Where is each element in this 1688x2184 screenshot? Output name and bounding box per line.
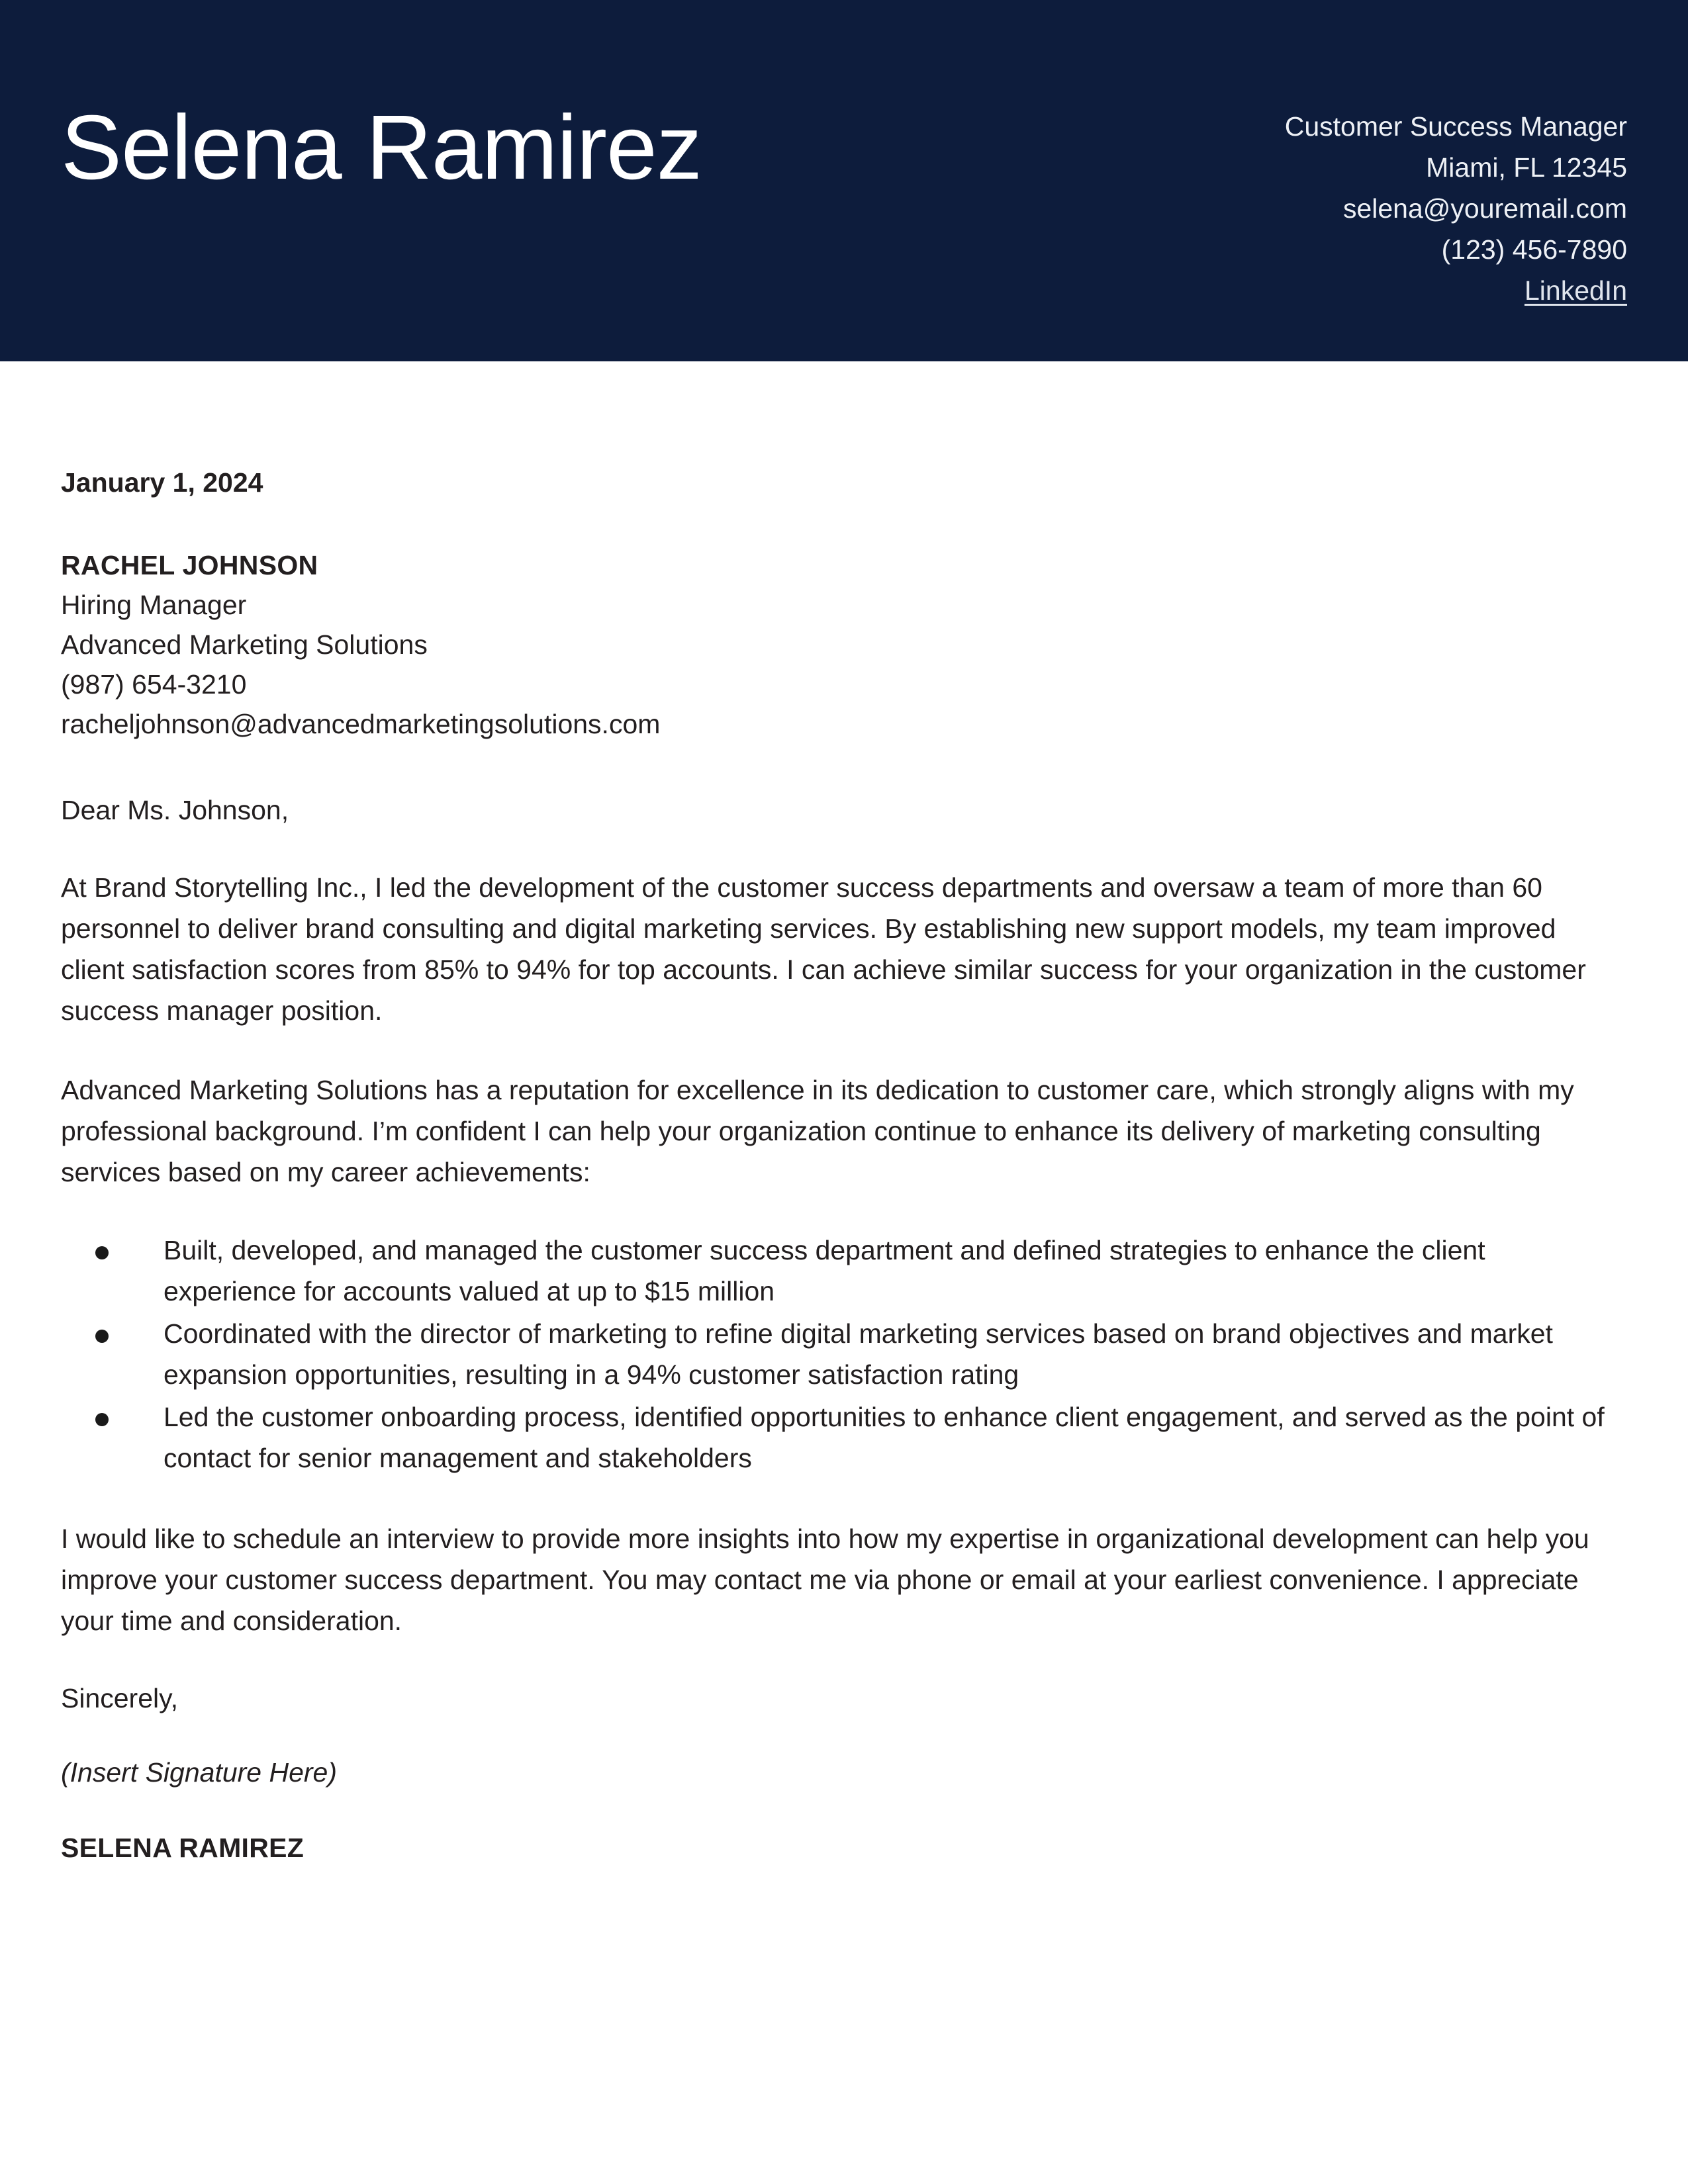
contact-phone: (123) 456-7890 xyxy=(1441,234,1627,265)
recipient-name: RACHEL JOHNSON xyxy=(61,550,318,580)
recipient-email: racheljohnson@advancedmarketingsolutions.com xyxy=(61,709,661,739)
list-item xyxy=(61,1396,1620,1479)
letter-date: January 1, 2024 xyxy=(61,467,263,498)
salutation: Dear Ms. Johnson, xyxy=(61,795,289,825)
body-paragraph-2: Advanced Marketing Solutions has a reputation for excellence in its dedication to customer care, which strongly aligns with my professional background. I’m confident I can help your organization continue to enhance its delivery of marketing consulting services based on my career achievements: xyxy=(61,1075,1574,1187)
list-item-text: Led the customer onboarding process, identified opportunities to enhance client engagement, and served as the point of contact for senior management and stakeholders xyxy=(164,1402,1605,1473)
list-item xyxy=(61,1313,1620,1395)
list-item-text: Coordinated with the director of marketing to refine digital marketing services based on brand objectives and market expansion opportunities, resulting in a 94% customer satisfaction rating xyxy=(164,1318,1553,1390)
body-paragraph-3: I would like to schedule an interview to provide more insights into how my expertise in organizational development can help you improve your customer success department. You may contact me via phone or email at your earliest convenience. I appreciate your time and consideration. xyxy=(61,1524,1589,1636)
header-content xyxy=(61,0,1627,361)
contact-location: Miami, FL 12345 xyxy=(1426,152,1627,183)
bullet-icon xyxy=(95,1330,109,1343)
recipient-phone: (987) 654-3210 xyxy=(61,669,247,700)
recipient-title: Hiring Manager xyxy=(61,590,247,620)
signer-name: SELENA RAMIREZ xyxy=(61,1833,305,1863)
body-paragraph-1: At Brand Storytelling Inc., I led the development of the customer success departments and oversaw a team of more than 60 personnel to deliver brand consulting and digital marketing services. By establishing new support models, my team improved client satisfaction scores from 85% to 94% for top accounts. I can achieve similar success for your organization in the customer success manager position. xyxy=(61,872,1586,1026)
list-item-text: Built, developed, and managed the customer success department and defined strategies to enhance the client experience for accounts valued at up to $15 million xyxy=(164,1235,1485,1306)
letter-body xyxy=(61,361,1620,1866)
bullet-icon xyxy=(95,1246,109,1259)
bullet-icon xyxy=(95,1413,109,1426)
list-item xyxy=(61,1230,1620,1312)
contact-job-title: Customer Success Manager xyxy=(1284,111,1627,142)
contact-email[interactable]: selena@youremail.com xyxy=(1342,193,1627,224)
recipient-company: Advanced Marketing Solutions xyxy=(61,629,428,660)
linkedin-link[interactable]: LinkedIn xyxy=(1524,275,1627,306)
achievements-list xyxy=(61,1230,1620,1479)
sign-off: Sincerely, xyxy=(61,1683,178,1713)
recipient-address-block xyxy=(61,545,1620,744)
contact-details xyxy=(1285,106,1627,311)
signature-placeholder: (Insert Signature Here) xyxy=(61,1757,338,1788)
header-banner xyxy=(0,0,1688,361)
page-title: Selena Ramirez xyxy=(61,97,702,199)
